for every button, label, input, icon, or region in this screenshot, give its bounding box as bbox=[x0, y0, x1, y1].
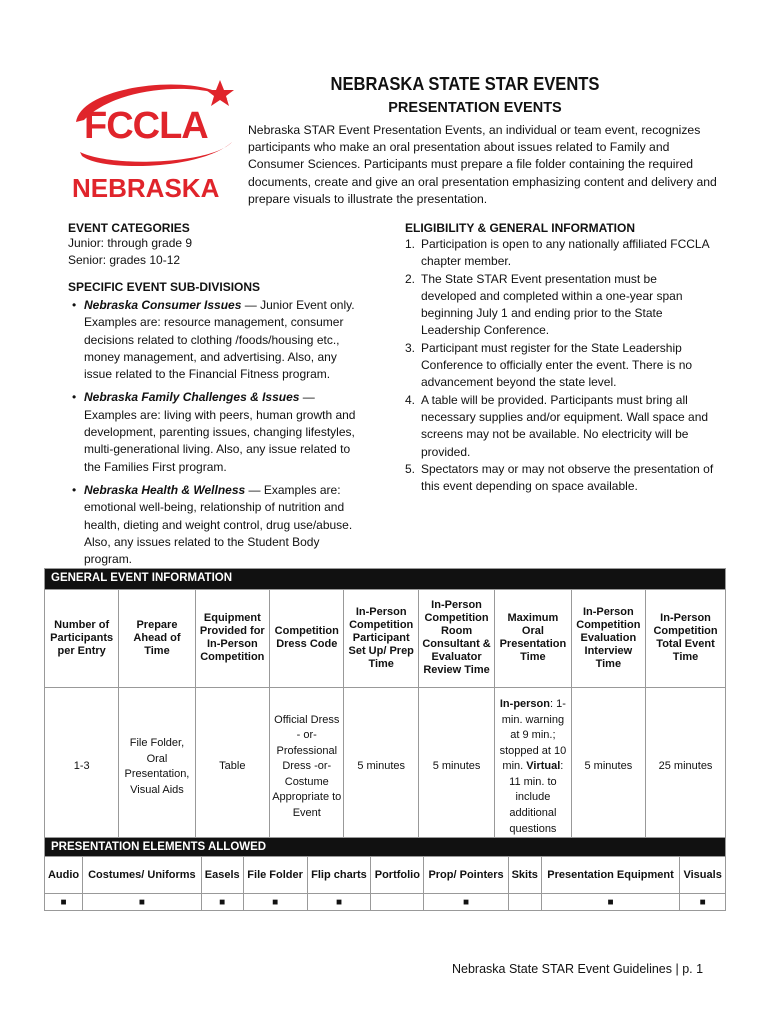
eligibility-section bbox=[405, 221, 715, 495]
list-item bbox=[405, 340, 715, 392]
allowed-mark: ■ bbox=[307, 894, 371, 911]
column-header: Audio bbox=[45, 857, 83, 894]
list-item bbox=[405, 461, 715, 496]
table-row bbox=[45, 687, 726, 847]
intro-paragraph: Nebraska STAR Event Presentation Events, an individual or team event, recognizes participants who make an oral presentation about issues related to Family and Consumer Sciences. Participants must prepare a file folder containing the required documents, create and give an oral presentation emphasizing content and delivery and prepare visuals to illustrate the presentation. bbox=[248, 123, 717, 206]
cell-participants: 1-3 bbox=[45, 687, 119, 847]
column-header: Costumes/ Uniforms bbox=[83, 857, 202, 894]
cell-review-time: 5 minutes bbox=[418, 687, 494, 847]
subdivision-text: — Junior Event only. Examples are: resource management, consumer decisions related to clothing /foods/housing etc., money management, and advertising. Also, any issue related to the Financial Fitness program. bbox=[84, 298, 355, 382]
eligibility-heading: ELIGIBILITY & GENERAL INFORMATION bbox=[405, 221, 636, 235]
column-header: Equipment Provided for In-Person Competition bbox=[195, 589, 269, 687]
column-header: Competition Dress Code bbox=[270, 589, 344, 687]
item-number: 4. bbox=[405, 392, 416, 407]
allowed-mark: ■ bbox=[83, 894, 202, 911]
virtual-label: Virtual bbox=[526, 760, 561, 773]
logo-nebraska-text: NEBRASKA bbox=[72, 173, 220, 203]
item-number: 2. bbox=[405, 271, 416, 286]
subdivisions-section bbox=[68, 280, 368, 574]
allowed-mark bbox=[508, 894, 541, 911]
column-header: Prepare Ahead of Time bbox=[119, 589, 195, 687]
page-subtitle: PRESENTATION EVENTS bbox=[388, 100, 562, 116]
cell-dress-code: Official Dress - or- Professional Dress -or- Costume Appropriate to Event bbox=[270, 687, 344, 847]
allowed-mark: ■ bbox=[424, 894, 508, 911]
column-header: Visuals bbox=[680, 857, 726, 894]
list-item bbox=[405, 392, 715, 461]
subdivisions-heading: SPECIFIC EVENT SUB-DIVISIONS bbox=[68, 280, 261, 294]
item-text: Spectators may or may not observe the presentation of this event depending on space available. bbox=[421, 461, 714, 494]
event-categories-section bbox=[68, 221, 398, 270]
item-number: 5. bbox=[405, 461, 416, 476]
list-item bbox=[68, 389, 368, 475]
item-number: 3. bbox=[405, 340, 416, 355]
allowed-mark: ■ bbox=[680, 894, 726, 911]
virtual-text: : 11 min. to include additional questions bbox=[509, 760, 564, 835]
page-title: NEBRASKA STATE STAR EVENTS bbox=[330, 74, 600, 94]
subdivision-text: — Examples are: living with peers, human growth and development, parenting issues, changing lifestyles, multi-generational living. Also, any issue related to the Families First program. bbox=[84, 390, 356, 474]
list-item bbox=[68, 297, 368, 383]
cell-prepare: File Folder, Oral Presentation, Visual Aids bbox=[119, 687, 195, 847]
event-categories-heading: EVENT CATEGORIES bbox=[68, 221, 190, 235]
item-number: 1. bbox=[405, 237, 416, 251]
cell-interview-time: 5 minutes bbox=[571, 687, 645, 847]
item-text: The State STAR Event presentation must be developed and completed within a one-year span beginning July 1 and ending prior to the State Leadership Conference. bbox=[421, 271, 683, 338]
cell-setup-time: 5 minutes bbox=[344, 687, 418, 847]
column-header: Easels bbox=[201, 857, 243, 894]
subdivision-name: Nebraska Family Challenges & Issues bbox=[84, 390, 300, 405]
general-event-info-table bbox=[44, 568, 726, 848]
column-header: In-Person Competition Room Consultant & Evaluator Review Time bbox=[418, 589, 494, 687]
cell-equipment: Table bbox=[195, 687, 269, 847]
inperson-text: : 1-min. warning at 9 min.; stopped at 10 min. bbox=[499, 697, 567, 773]
allowed-mark: ■ bbox=[45, 894, 83, 911]
bullet-icon: • bbox=[72, 298, 77, 312]
table-row bbox=[45, 894, 726, 911]
category-junior: Junior: through grade 9 bbox=[68, 236, 193, 250]
column-header: Presentation Equipment bbox=[541, 857, 680, 894]
column-header: Portfolio bbox=[371, 857, 424, 894]
presentation-elements-heading: PRESENTATION ELEMENTS ALLOWED bbox=[45, 838, 726, 857]
subdivision-name: Nebraska Health & Wellness bbox=[84, 482, 246, 497]
logo-fccla-text: FCCLA bbox=[84, 105, 208, 147]
column-header: In-Person Competition Participant Set Up/ Prep Time bbox=[344, 589, 418, 687]
list-item bbox=[405, 271, 715, 340]
list-item bbox=[405, 236, 715, 271]
column-header: In-Person Competition Evaluation Interview Time bbox=[571, 589, 645, 687]
column-header: Skits bbox=[508, 857, 541, 894]
allowed-mark bbox=[371, 894, 424, 911]
presentation-elements-table bbox=[44, 837, 726, 911]
fccla-nebraska-logo bbox=[62, 72, 240, 202]
category-senior: Senior: grades 10-12 bbox=[68, 253, 181, 268]
allowed-mark: ■ bbox=[541, 894, 680, 911]
bullet-icon: • bbox=[72, 390, 77, 405]
column-header: File Folder bbox=[243, 857, 307, 894]
subdivision-name: Nebraska Consumer Issues bbox=[84, 298, 242, 312]
column-header: Flip charts bbox=[307, 857, 371, 894]
subdivision-text: — Examples are: emotional well-being, relationship of nutrition and health, dieting and weight control, drug use/abuse. Also, any issues related to the Student Body program. bbox=[84, 482, 353, 567]
bullet-icon: • bbox=[72, 482, 77, 497]
item-text: A table will be provided. Participants must bring all necessary supplies and/or equipment. Wall space and screens may not be available. No electricity will be provided. bbox=[421, 392, 709, 459]
column-header: In-Person Competition Total Event Time bbox=[646, 589, 726, 687]
inperson-label: In-person bbox=[499, 697, 550, 710]
column-header: Prop/ Pointers bbox=[424, 857, 508, 894]
item-text: Participant must register for the State Leadership Conference to officially enter the event. There is no advancement beyond the state level. bbox=[421, 340, 693, 390]
list-item bbox=[68, 482, 368, 568]
page-footer: Nebraska State STAR Event Guidelines | p. 1 bbox=[452, 962, 704, 976]
allowed-mark: ■ bbox=[243, 894, 307, 911]
column-header: Number of Participants per Entry bbox=[45, 589, 119, 687]
item-text: Participation is open to any nationally affiliated FCCLA chapter member. bbox=[421, 237, 709, 269]
column-header: Maximum Oral Presentation Time bbox=[495, 589, 571, 687]
cell-total-time: 25 minutes bbox=[646, 687, 726, 847]
general-info-heading: GENERAL EVENT INFORMATION bbox=[45, 569, 726, 590]
cell-max-time bbox=[495, 687, 571, 847]
allowed-mark: ■ bbox=[201, 894, 243, 911]
